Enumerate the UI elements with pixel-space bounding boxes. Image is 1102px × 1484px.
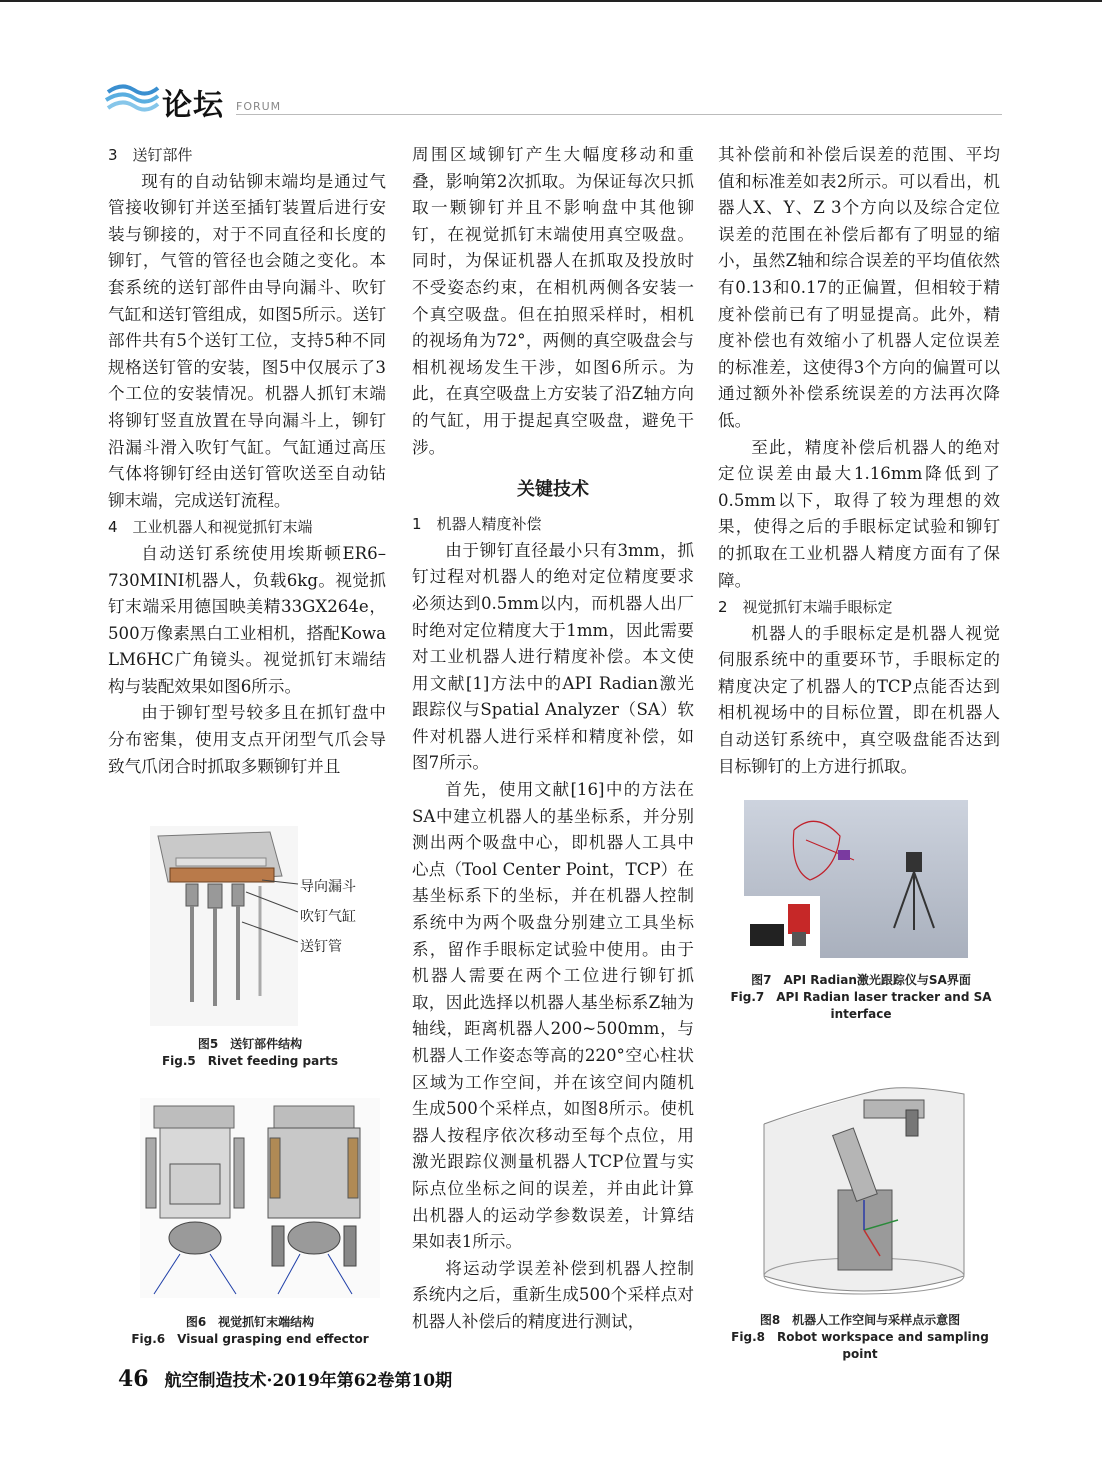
section-4-paragraph-1: 自动送钉系统使用埃斯顿ER6–730MINI机器人，负载6kg。视觉抓钉末端采用德国映美精33GX264e，500万像素黑白工业相机，搭配Kowa LM6HC广角镜头。视觉抓钉末端结构与装配效果如图6所示。 <box>108 543 386 696</box>
label-tube: 送钉管 <box>300 939 342 955</box>
fig7-caption-en-1: Fig.7 API Radian laser tracker and SA <box>730 990 992 1004</box>
journal-info: 航空制造技术·2019年第62卷第10期 <box>164 1371 453 1391</box>
page-header <box>104 78 1004 124</box>
column-2 <box>412 142 694 1336</box>
figure-8-caption <box>712 1312 1008 1363</box>
laser-tracker-photo <box>744 800 968 958</box>
col3-continuation: 其补偿前和补偿后误差的范围、平均值和标准差如表2所示。可以看出，机器人X、Y、Z 3个方向以及综合定位误差的范围在补偿后都有了明显的缩小，虽然Z轴和综合误差的平均值依然有0.13和0.17的正偏置，但相较于精度补偿前已有了明显提高。此外，精度补偿也有效缩小了机器人定位误差的标准差，这使得3个方向的偏置可以通过额外补偿系统误差的方法再次降低。 <box>718 145 1000 430</box>
subsection-2-heading: 2 视觉抓钉末端手眼标定 <box>718 598 893 617</box>
figure-7-caption <box>716 972 1006 1023</box>
column-3 <box>718 142 1000 780</box>
page-number: 46 <box>118 1366 149 1392</box>
section-4-paragraph-2: 由于铆钉型号较多且在抓钉盘中分布密集，使用支点开闭型气爪会导致气爪闭合时抓取多颗铆钉并且 <box>108 703 386 776</box>
top-rule <box>0 0 1102 2</box>
fig8-caption-en: Fig.8 Robot workspace and sampling point <box>731 1330 989 1361</box>
section-3-heading: 3 送钉部件 <box>108 146 193 164</box>
key-tech-heading: 关键技术 <box>517 479 589 501</box>
section-4-heading: 4 工业机器人和视觉抓钉末端 <box>108 518 313 537</box>
figure-6 <box>140 1098 380 1298</box>
fig7-caption-cn: 图7 API Radian激光跟踪仪与SA界面 <box>751 973 971 987</box>
subsection-1-heading: 1 机器人精度补偿 <box>412 515 542 534</box>
label-funnel: 导向漏斗 <box>300 879 356 895</box>
col2-continuation: 周围区域铆钉产生大幅度移动和重叠，影响第2次抓取。为保证每次只抓取一颗铆钉并且不影响盘中其他铆钉，在视觉抓钉末端使用真空吸盘。同时，为保证机器人在抓取及投放时不受姿态约束，在相机两侧各安装一个真空吸盘。但在拍照采样时，相机的视场角为72°，两侧的真空吸盘会与相机视场发生干涉，如图6所示。为此，在真空吸盘上方安装了沿Z轴方向的气缸，用于提起真空吸盘，避免干涉。 <box>412 145 694 457</box>
rivet-feeding-parts-drawing <box>150 826 390 1026</box>
figure-7 <box>744 800 968 958</box>
fig6-caption-cn: 图6 视觉抓钉末端结构 <box>185 1315 315 1329</box>
column-1 <box>108 142 386 780</box>
subsection-1-paragraph-1: 由于铆钉直径最小只有3mm，抓钉过程对机器人的绝对定位精度要求必须达到0.5mm以内，而机器人出厂时绝对定位精度大于1mm，因此需要对工业机器人进行精度补偿。本文使用文献[1]方法中的API Radian激光跟踪仪与Spatial Analyzer（SA）软件对机器人进行采样和精度补偿，如图7所示。 <box>412 540 694 773</box>
fig7-caption-en-2: interface <box>830 1007 892 1021</box>
visual-grasping-end-effector-drawing <box>140 1098 380 1298</box>
col3-paragraph-2: 至此，精度补偿后机器人的绝对定位误差由最大1.16mm降低到了0.5mm以下，取得了较为理想的效果，使得之后的手眼标定试验和铆钉的抓取在工业机器人精度方面有了保障。 <box>718 437 1000 590</box>
figure-8 <box>758 1080 970 1300</box>
subsection-1-paragraph-3: 将运动学误差补偿到机器人控制系统内之后，重新生成500个采样点对机器人补偿后的精度进行测试， <box>412 1258 694 1331</box>
header-rule <box>236 114 1002 115</box>
forum-logo-icon <box>104 78 160 118</box>
subsection-1-paragraph-2: 首先，使用文献[16]中的方法在SA中建立机器人的基坐标系，并分别测出两个吸盘中心，即机器人工具中心点（Tool Center Point，TCP）在基坐标系下的坐标，并在机器人控制系统中为两个吸盘分别建立工具坐标系，留作手眼标定试验中使用。由于机器人需要在两个工位进行铆钉抓取，因此选择以机器人基坐标系Z轴为轴线，距离机器人200~500mm，与机器人工作姿态等高的220°空心柱状区域为工作空间，并在该空间内随机生成500个采样点，如图8所示。使机器人按程序依次移动至每个点位，用激光跟踪仪测量机器人TCP位置与实际点位坐标之间的误差，并由此计算出机器人的运动学参数误差，计算结果如表1所示。 <box>412 780 694 1252</box>
fig5-caption-cn: 图5 送钉部件结构 <box>197 1037 303 1051</box>
figure-6-caption <box>120 1314 380 1348</box>
figure-5-caption <box>120 1036 380 1070</box>
brand-title: 论坛 <box>162 88 224 123</box>
brand-subtitle: FORUM <box>236 100 282 113</box>
fig8-caption-cn: 图8 机器人工作空间与采样点示意图 <box>759 1313 961 1327</box>
page-footer <box>118 1366 452 1392</box>
fig6-caption-en: Fig.6 Visual grasping end effector <box>131 1332 369 1346</box>
label-cylinder: 吹钉气缸 <box>300 909 356 925</box>
subsection-2-paragraph: 机器人的手眼标定是机器人视觉伺服系统中的重要环节，手眼标定的精度决定了机器人的TCP点能否达到相机视场中的目标位置，即在机器人自动送钉系统中，真空吸盘能否达到目标铆钉的上方进行抓取。 <box>718 623 1000 776</box>
figure-5 <box>150 826 390 1026</box>
section-3-paragraph: 现有的自动钻铆末端均是通过气管接收铆钉并送至插钉装置后进行安装与铆接的，对于不同直径和长度的铆钉，气管的管径也会随之变化。本套系统的送钉部件由导向漏斗、吹钉气缸和送钉管组成，如图5所示。送钉部件共有5个送钉工位，支持5种不同规格送钉管的安装，图5中仅展示了3个工位的安装情况。机器人抓钉末端将铆钉竖直放置在导向漏斗上，铆钉沿漏斗滑入吹钉气缸。气缸通过高压气体将铆钉经由送钉管吹送至自动钻铆末端，完成送钉流程。 <box>108 171 386 510</box>
fig5-caption-en: Fig.5 Rivet feeding parts <box>161 1054 339 1068</box>
robot-workspace-drawing <box>758 1080 970 1300</box>
